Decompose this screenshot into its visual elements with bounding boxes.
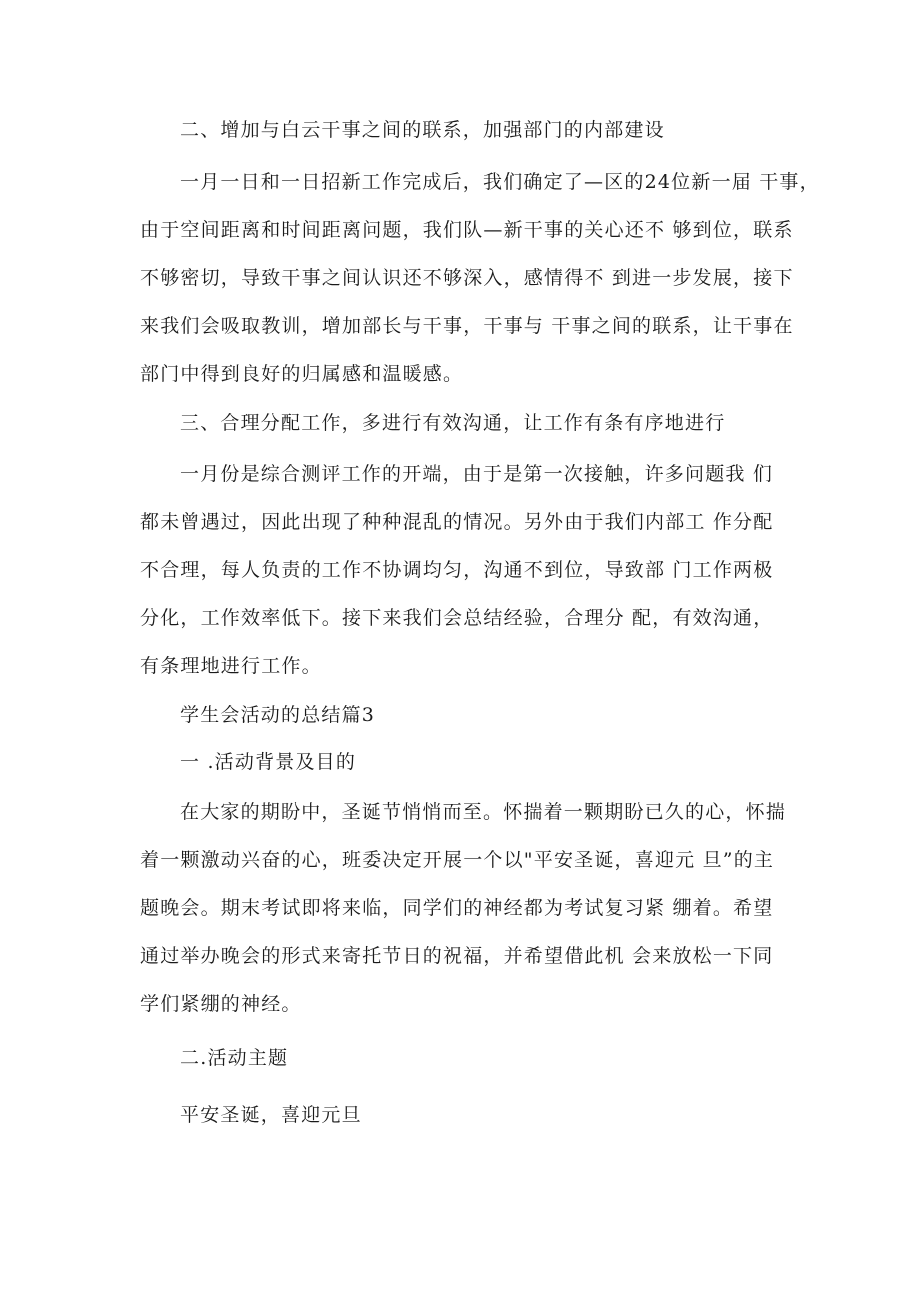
section-heading-2: 二、增加与白云干事之间的联系，加强部门的内部建设: [180, 119, 665, 141]
section-heading-3: 三、合理分配工作，多进行有效沟通，让工作有条有序地进行: [180, 412, 726, 434]
paragraph-line: 学们紧绷的神经。: [140, 993, 302, 1015]
paragraph-line: 着一颗激动兴奋的心，班委决定开展一个以"平安圣诞，喜迎元 旦”的主: [140, 849, 775, 871]
paragraph-line: 分化，工作效率低下。接下来我们会总结经验，合理分 配，有效沟通，: [140, 607, 774, 629]
activity-theme: 平安圣诞，喜迎元旦: [180, 1104, 362, 1126]
paragraph-line: 在大家的期盼中，圣诞节悄悄而至。怀揣着一颗期盼已久的心，怀揣: [180, 801, 787, 823]
paragraph-line: 通过举办晚会的形式来寄托节日的祝福，并希望借此机 会来放松一下同: [140, 945, 774, 967]
paragraph-line: 来我们会吸取教训，增加部长与干事，干事与 干事之间的联系，让干事在: [140, 315, 794, 337]
subsection-heading-2: 二.活动主题: [180, 1047, 289, 1069]
paragraph-line: 一月份是综合测评工作的开端，由于是第一次接触，许多问题我 们: [180, 463, 774, 485]
paragraph-line: 都未曾遇过，因此出现了种种混乱的情况。另外由于我们内部工 作分配: [140, 511, 774, 533]
paragraph-line: 部门中得到良好的归属感和温暖感。: [140, 363, 464, 385]
paragraph-line: 由于空间距离和时间距离问题，我们队—新干事的关心还不 够到位，联系: [140, 219, 794, 241]
paragraph-line: 有条理地进行工作。: [140, 655, 322, 677]
paragraph-line: 不够密切，导致干事之间认识还不够深入，感情得不 到进一步发展，接下: [140, 267, 794, 289]
subsection-heading-1: 一 .活动背景及目的: [180, 751, 357, 773]
paragraph-line: 不合理，每人负责的工作不协调均匀，沟通不到位，导致部 门工作两极: [140, 559, 774, 581]
paragraph-line: 题晚会。期末考试即将来临，同学们的神经都为考试复习紧 绷着。希望: [140, 897, 774, 919]
paragraph-line: 一月一日和一日招新工作完成后，我们确定了—区的24位新一届 干事，: [180, 171, 820, 193]
article-title: 学生会活动的总结篇3: [180, 704, 376, 726]
